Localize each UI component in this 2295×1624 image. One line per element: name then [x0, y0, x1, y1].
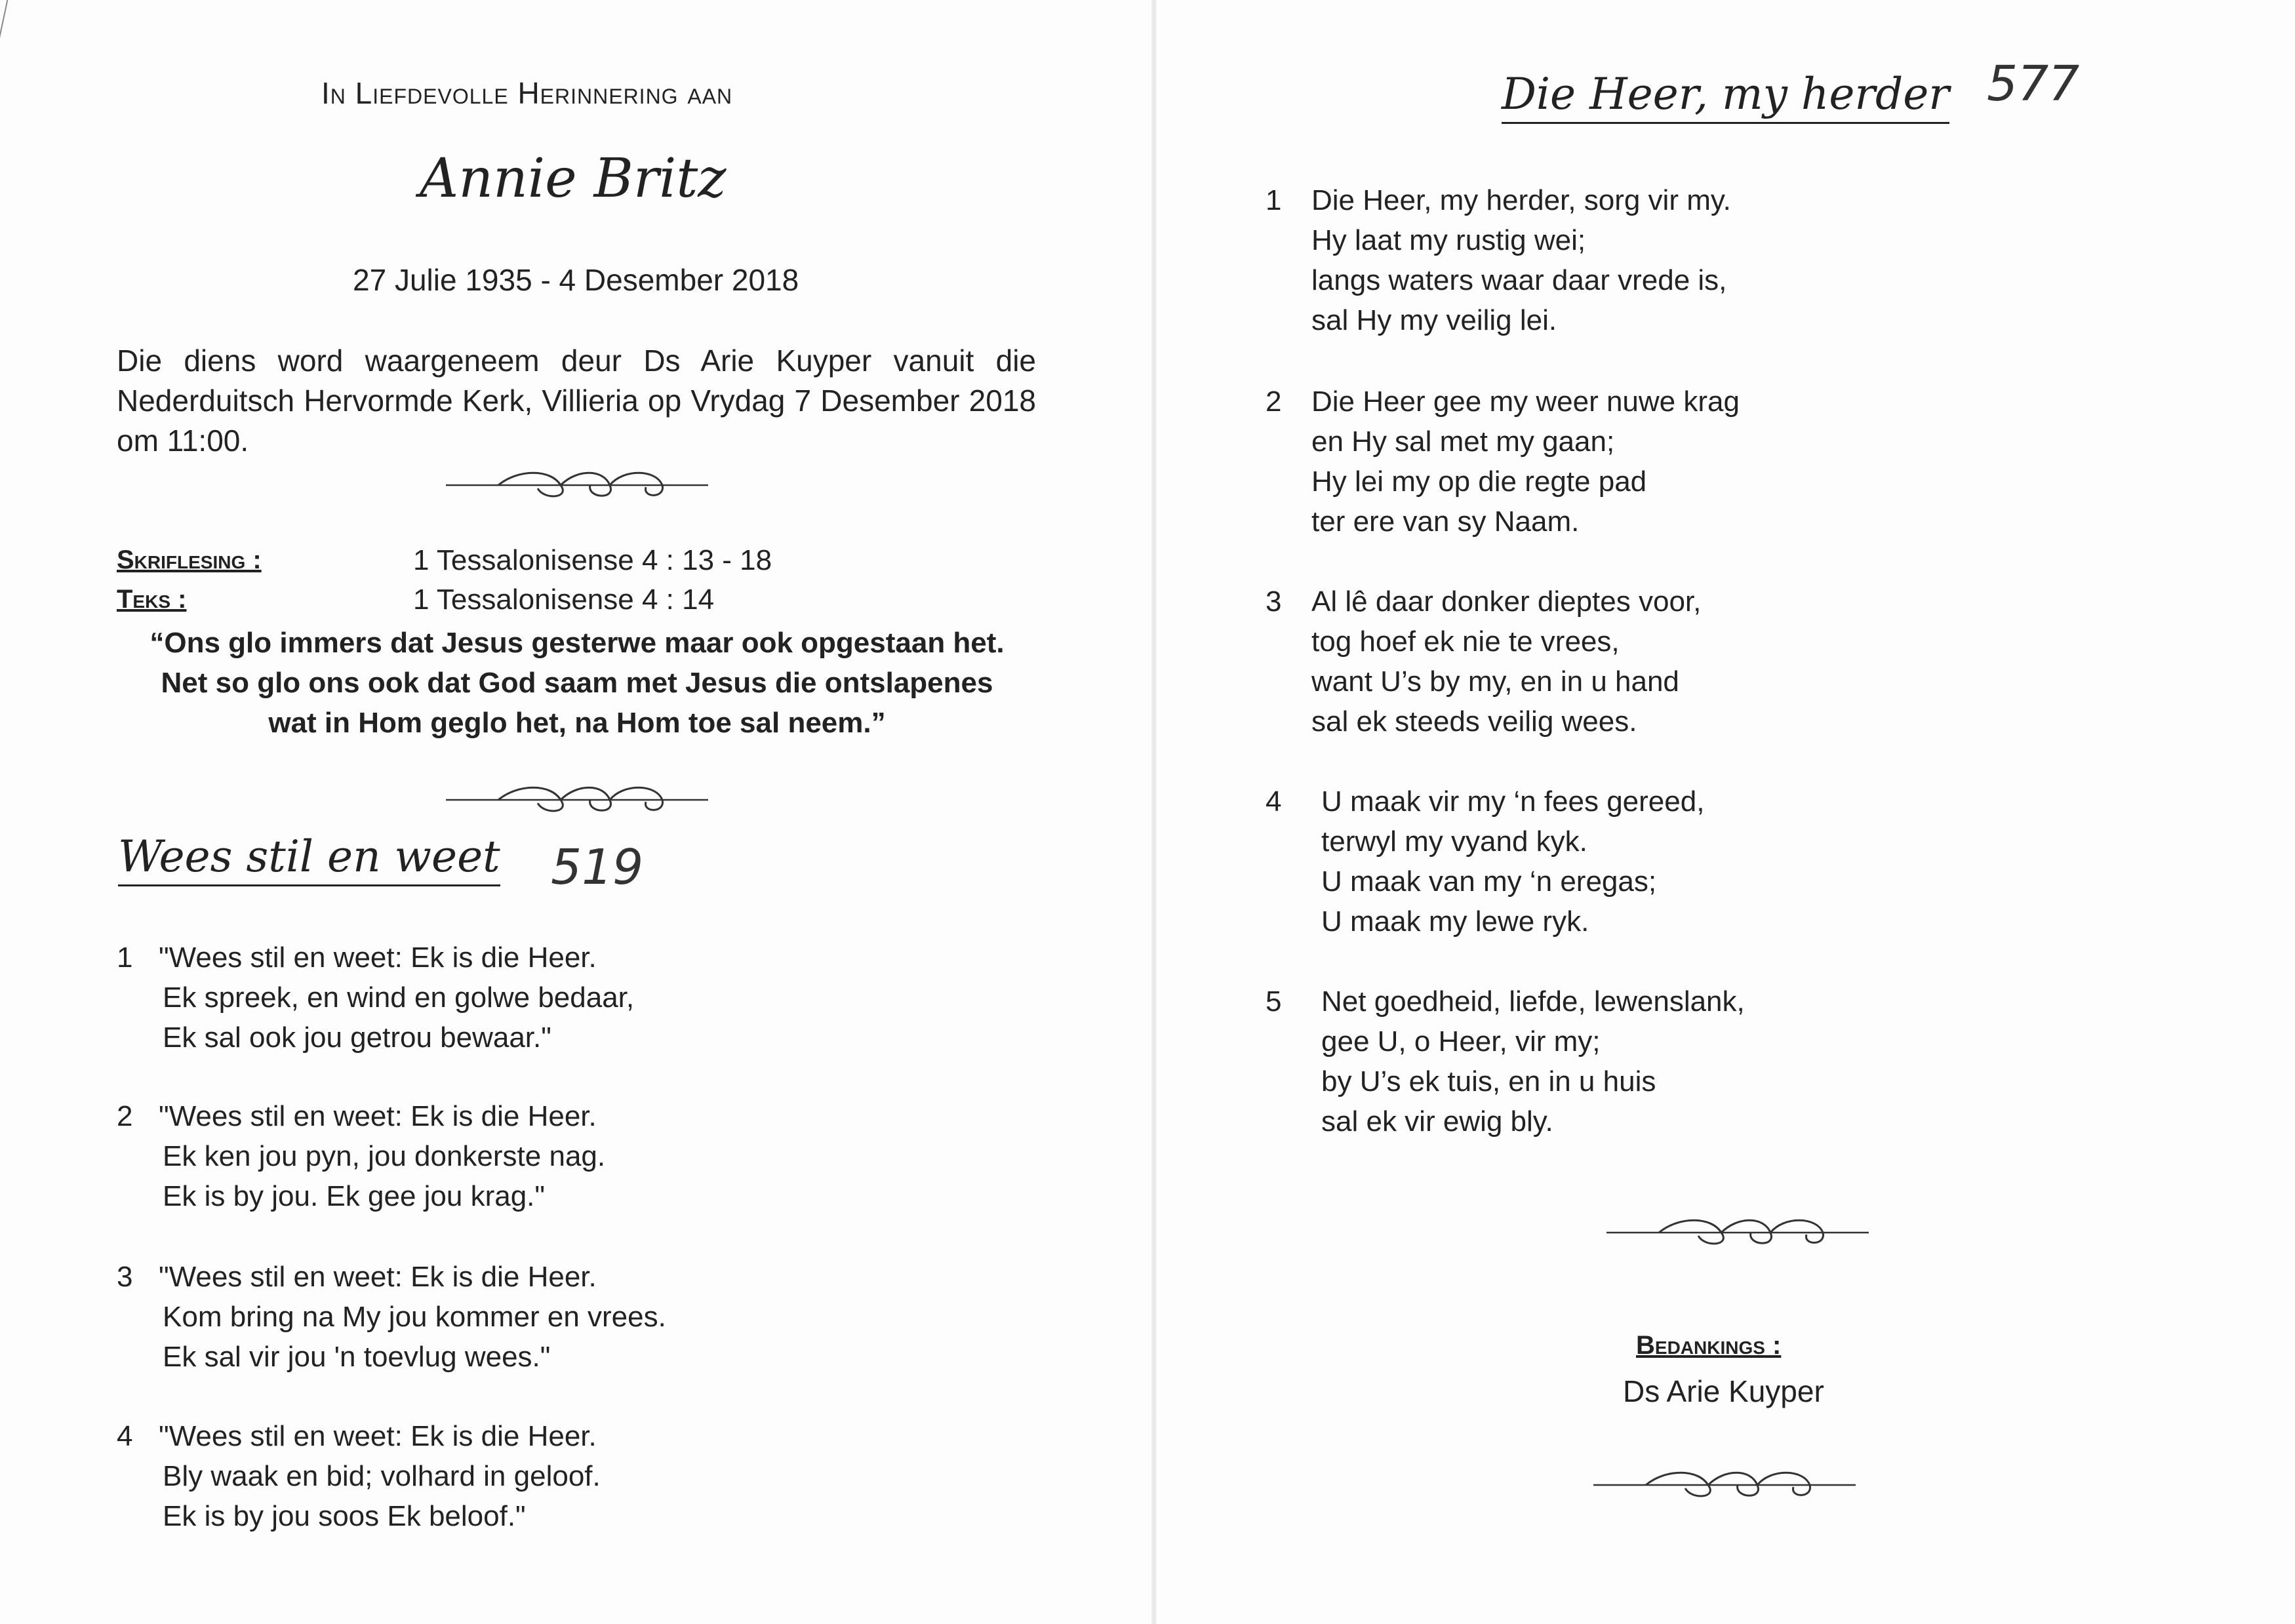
hymn-verse: [117, 938, 772, 1062]
ornament-divider: [446, 469, 708, 502]
page-fold: [1151, 0, 1157, 1624]
hymn-title-left: Wees stil en weet: [118, 831, 500, 886]
service-details: Die diens word waargeneem deur Ds Arie Kuyper vanuit die Nederduitsch Hervormde Kerk, Villieria op Vrydag 7 Desember 2018 om 11:00.: [117, 344, 1036, 458]
verse-line: U maak van my ‘n eregas;: [1321, 865, 1657, 898]
verse-line: Net goedheid, liefde, lewenslank,: [1321, 985, 1745, 1018]
verse-line: "Wees stil en weet: Ek is die Heer.: [159, 1420, 597, 1452]
verse-number: 4: [1266, 785, 1282, 818]
verse-line: "Wees stil en weet: Ek is die Heer.: [159, 1100, 597, 1132]
verse-number: 2: [1266, 386, 1282, 418]
verse-line: sal ek steeds veilig wees.: [1311, 705, 1637, 738]
handwritten-hymn-number-left: 519: [551, 839, 644, 896]
reading-reference: 1 Tessalonisense 4 : 13 - 18: [413, 544, 772, 576]
flourish-icon: [446, 783, 708, 816]
verse-line: U maak my lewe ryk.: [1321, 905, 1589, 938]
verse-number: 2: [117, 1100, 133, 1132]
flourish-icon: [1593, 1469, 1856, 1501]
handwritten-hymn-number-right: 577: [1987, 56, 2080, 112]
verse-line: Ek sal vir jou 'n toevlug wees.": [163, 1341, 551, 1373]
flourish-icon: [446, 469, 708, 502]
verse-line: "Wees stil en weet: Ek is die Heer.: [159, 941, 597, 974]
verse-number: 1: [1266, 184, 1282, 216]
text-label: Teks :: [117, 585, 187, 614]
hymn-title-right: Die Heer, my herder: [1502, 69, 1949, 124]
hymn-verse: [1266, 981, 1921, 1145]
hymn-verse: [117, 1257, 772, 1381]
verse-line: Al lê daar donker dieptes voor,: [1311, 585, 1702, 618]
verse-line: U maak vir my ‘n fees gereed,: [1321, 785, 1705, 818]
verse-line: Ek is by jou. Ek gee jou krag.": [163, 1180, 546, 1212]
verse-line: terwyl my vyand kyk.: [1321, 825, 1587, 858]
verse-line: Hy lei my op die regte pad: [1311, 465, 1647, 498]
verse-line: tog hoef ek nie te vrees,: [1311, 625, 1620, 658]
thanks-label: Bedankings :: [1636, 1331, 1782, 1360]
verse-number: 4: [117, 1420, 133, 1452]
hymn-verse: [1266, 582, 1921, 745]
quote-line: “Ons glo immers dat Jesus gesterwe maar ook opgestaan het.: [150, 627, 1005, 659]
thanks-name: Ds Arie Kuyper: [1623, 1374, 1824, 1408]
verse-number: 3: [1266, 585, 1282, 618]
ornament-divider: [1593, 1469, 1856, 1501]
flourish-icon: [1606, 1216, 1869, 1249]
verse-line: ter ere van sy Naam.: [1311, 505, 1580, 538]
verse-line: Bly waak en bid; volhard in geloof.: [163, 1460, 601, 1492]
verse-line: "Wees stil en weet: Ek is die Heer.: [159, 1261, 597, 1293]
verse-number: 3: [117, 1261, 133, 1293]
hymn-verse: [117, 1416, 772, 1541]
verse-line: gee U, o Heer, vir my;: [1321, 1025, 1601, 1058]
quote-line: Net so glo ons ook dat God saam met Jesus die ontslapenes: [161, 667, 993, 699]
life-dates: 27 Julie 1935 - 4 Desember 2018: [353, 263, 799, 297]
verse-line: sal ek vir ewig bly.: [1321, 1105, 1553, 1138]
verse-line: sal Hy my veilig lei.: [1311, 304, 1557, 336]
ornament-divider: [446, 783, 708, 816]
verse-line: Ek sal ook jou getrou bewaar.": [163, 1021, 551, 1054]
verse-line: langs waters waar daar vrede is,: [1311, 264, 1727, 296]
ornament-divider: [1606, 1216, 1869, 1249]
hymn-verse: [1266, 382, 1921, 545]
verse-line: Ek is by jou soos Ek beloof.": [163, 1500, 526, 1532]
verse-number: 5: [1266, 985, 1282, 1018]
deceased-name: Annie Britz: [420, 148, 727, 210]
hymn-verse: [1266, 180, 1921, 344]
verse-line: Ek ken jou pyn, jou donkerste nag.: [163, 1140, 606, 1172]
verse-number: 1: [117, 941, 133, 974]
verse-line: Hy laat my rustig wei;: [1311, 224, 1586, 256]
memorial-heading: In Liefdevolle Herinnering aan: [321, 76, 733, 110]
reading-label: Skriflesing :: [117, 545, 262, 574]
quote-line: wat in Hom geglo het, na Hom toe sal neem.”: [268, 707, 886, 739]
verse-line: Kom bring na My jou kommer en vrees.: [163, 1301, 666, 1333]
hymn-verse: [1266, 782, 1921, 945]
verse-line: en Hy sal met my gaan;: [1311, 426, 1615, 458]
verse-line: want U’s by my, en in u hand: [1311, 665, 1679, 698]
text-reference: 1 Tessalonisense 4 : 14: [413, 584, 715, 616]
hymn-verse: [117, 1096, 772, 1221]
verse-line: Die Heer, my herder, sorg vir my.: [1311, 184, 1731, 216]
verse-line: Die Heer gee my weer nuwe krag: [1311, 386, 1740, 418]
scripture-quote: [118, 623, 1036, 743]
verse-line: by U’s ek tuis, en in u huis: [1321, 1065, 1656, 1098]
verse-line: Ek spreek, en wind en golwe bedaar,: [163, 981, 635, 1014]
